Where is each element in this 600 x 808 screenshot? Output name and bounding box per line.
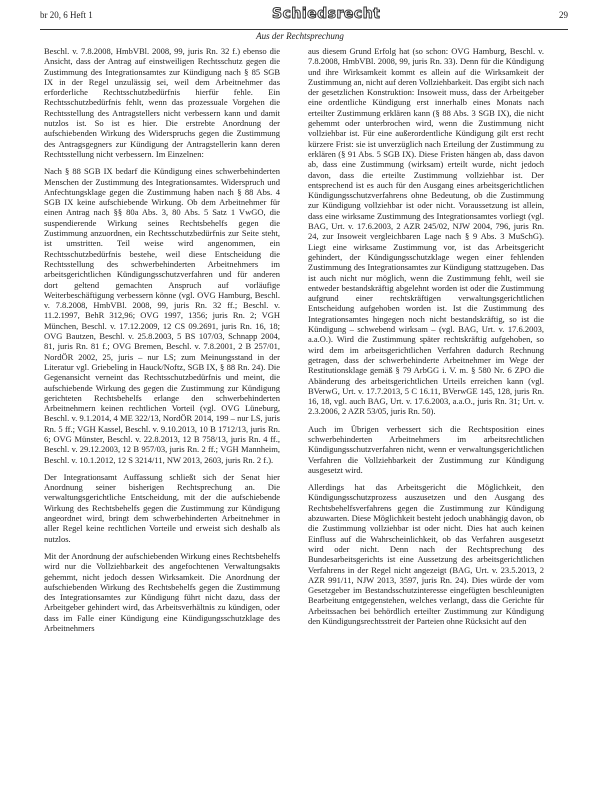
header-rule bbox=[40, 29, 568, 30]
journal-reference: br 20, 6 Heft 1 bbox=[40, 10, 93, 20]
paragraph: Der Integrationsamt Auffassung schließt sich der Senat hier Anordnung seiner bisherigen Rechtsprechung an. Die verwaltungsgerichtliche Entscheidung, mit der die aufschiebende Wirkung des Rechtsbehelfs gegen die Zustimmung zur Kündigung angeordnet wird, bringt dem schwerbehinderten Arbeitnehmer in aller Regel keine rechtlichen Vorteile und erweist sich deshalb als nutzlos. bbox=[44, 471, 280, 544]
paragraph: Beschl. v. 7.8.2008, HmbVBl. 2008, 99, juris Rn. 32 f.) ebenso die Ansicht, dass der Antrag auf einstweiligen Rechtsschutz gegen die Zustimmung des Integrationsamtes zur Kündigung nach § 85 SGB IX in der Regel unzulässig sei, weil dem Arbeitnehmer das erforderliche Rechtsschutzbedürfnis hierfür fehle. Ein Rechtsschutzbedürfnis fehlt, wenn das prozessuale Vorgehen die Rechtsstellung des Antragstellers nicht verbessern kann und damit nutzlos ist. So ist es hier. Die erstrebte Anordnung der aufschiebenden Wirkung des Widerspruchs gegen die Zustimmung des Antragsgegners zur Kündigung der Antragstellerin kann deren Rechtsstellung nicht verbessern. Im Einzelnen: bbox=[44, 46, 280, 159]
paragraph: Auch im Übrigen verbessert sich die Rechtsposition eines schwerbehinderten Arbeitnehmers im arbeitsrechtlichen Kündigungsschutzverfahren nicht, wenn er verwaltungsgerichtlichen Verfahren die Vollziehbarkeit der Zustimmung zur Kündigung ausgesetzt wird. bbox=[308, 423, 544, 475]
left-column bbox=[44, 46, 280, 640]
journal-title: Schiedsrecht bbox=[272, 6, 381, 22]
paragraph: Allerdings hat das Arbeitsgericht die Möglichkeit, den Kündigungsschutzprozess auszusetzen und den Ausgang des Rechtsbehelfsverfahrens gegen die Zustimmung zur Kündigung abzuwarten. Diese Möglichkeit besteht jedoch unabhängig davon, ob die Zustimmung vollziehbar ist oder nicht. Dies hat auch keinen Einfluss auf die Wahrscheinlichkeit, ob das Verfahren ausgesetzt wird oder nicht. Denn nach der Rechtsprechung des Bundesarbeitsgerichts ist eine Aussetzung des arbeitsgerichtlichen Verfahrens in der Regel nicht angezeigt (BAG, Urt. v. 23.5.2013, 2 AZR 991/11, NJW 2013, 3597, juris Rn. 24). Dies würde der vom Gesetzgeber im Bestandsschutzinteresse eingefügten beschleunigten Bearbeitung entgegenstehen, welches verlangt, dass die Gerichte für Arbeitssachen bei behördlich erteilter Zustimmung zur Kündigung den Kündigungsrechtsstreit der Parteien ohne Rücksicht auf den bbox=[308, 482, 544, 627]
section-title: Aus der Rechtsprechung bbox=[256, 31, 344, 41]
paragraph: Mit der Anordnung der aufschiebenden Wirkung eines Rechtsbehelfs wird nur die Vollziehbarkeit des angefochtenen Verwaltungsakts gehemmt, nicht jedoch dessen Wirksamkeit. Die Anordnung der aufschiebenden Wirkung des Rechtsbehelfs gegen die Zustimmung des Integrationsamtes zur Kündigung führt nicht dazu, dass der Arbeitgeber gehindert wird, das Arbeitsverhältnis zu kündigen, oder dass im Falle einer Kündigung eine Kündigungsschutzklage des Arbeitnehmers bbox=[44, 550, 280, 634]
right-column bbox=[308, 46, 544, 633]
paragraph: Nach § 88 SGB IX bedarf die Kündigung eines schwerbehinderten Menschen der Zustimmung des Integrationsamtes. Widerspruch und Anfechtungsklage gegen die Zustimmung haben nach § 88 Abs. 4 SGB IX keine aufschiebende Wirkung. Ob dem Arbeitnehmer für einen Antrag nach §§ 80a Abs. 3, 80 Abs. 5 Satz 1 VwGO, die suspendierende Wirkung seines Rechtsbehelfs gegen die Zustimmung anzuordnen, ein Rechtsschutzbedürfnis zur Seite steht, ist umstritten. Teil weise wird angenommen, ein Rechtsschutzbedürfnis bestehe, weil diese Entscheidung die Rechtsstellung des schwerbehinderten Arbeitnehmers im arbeitsgerichtlichen Kündigungsschutzverfahren und für anderen dort geltend gemachten Anspruch auf vorläufige Weiterbeschäftigung verbessern könne (vgl. OVG Hamburg, Beschl. v. 7.8.2008, HmbVBl. 2008, 99, juris Rn. 32 ff.; Beschl. v. 11.2.1997, BehR 312,96; OVG 1997, 1356; juris Rn. 2; VGH München, Beschl. v. 17.12.2009, 12 CS 09.2691, juris Rn. 16, 18; OVG Bautzen, Beschl. v. 25.8.2003, 5 BS 107/03, Schnapp 2004, 81, juris Rn. 81 f.; OVG Bremen, Beschl. v. 7.8.2001, 2 B 257/01, NordÖR 2002, 25, juris – nur LS; zum Meinungsstand in der Literatur vgl. Griebeling in Hauck/Noftz, SGB IX, § 88 Rn. 24). Die Gegenansicht verneint das Rechtsschutzbedürfnis und meint, die aufschiebende Wirkung des gegen die Zustimmung zur Kündigung gerichteten Rechtsbehelfs erlange den schwerbehinderten Arbeitnehmern keinen rechtlichen Vorteil (vgl. OVG Lüneburg, Beschl. v. 9.1.2014, 4 ME 322/13, NordÖR 2014, 199 – nur LS, juris Rn. 5 ff.; VGH Kassel, Beschl. v. 9.10.2013, 10 B 1712/13, juris Rn. 6; OVG Münster, Beschl. v. 22.8.2013, 12 B 758/13, juris Rn. 4 ff., Beschl. v. 29.12.2003, 12 B 957/03, juris Rn. 2 ff.; VGH Mannheim, Beschl. v. 10.1.2012, 12 S 3214/11, NW 2013, 2603, juris Rn. 2 f.). bbox=[44, 166, 280, 465]
page-number: 29 bbox=[559, 10, 568, 20]
paragraph: aus diesem Grund Erfolg hat (so schon: OVG Hamburg, Beschl. v. 7.8.2008, HmbVBl. 2008, 99, juris Rn. 33). Denn für die Kündigung und ihre Wirksamkeit kommt es allein auf die Wirksamkeit der Zustimmung an, nicht auf deren Vollziehbarkeit. Das ergibt sich nach der gesetzlichen Konstruktion: Insoweit muss, dass der Arbeitgeber eine ordentliche Kündigung erst innerhalb eines Monats nach erteilter Zustimmung erklären kann (§ 88 Abs. 3 SGB IX), die nicht gehemmt oder unterbrochen wird, wenn die Zustimmung nicht vollziehbar ist. Für eine außerordentliche Kündigung gilt erst recht kürzere Frist: sie ist unverzüglich nach Erteilung der Zustimmung zu erklären (§ 91 Abs. 5 SGB IX). Diese Fristen hängen ab, dass davon ab, dass eine Zustimmung (wirksam) erteilt wurde, nicht jedoch davon, dass die erteilte Zustimmung vollziehbar ist. Der entsprechend ist es auch für den Ausgang eines arbeitsgerichtlichen Kündigungsschutzverfahrens ohne Bedeutung, ob die Zustimmung zur Kündigung vollziehbar ist oder nicht. Voraussetzung ist allein, dass eine wirksame Zustimmung des Integrationsamtes vorliegt (vgl. BAG, Urt. v. 17.6.2003, 2 AZR 245/02, NJW 2004, 796, juris Rn. 24, zur Insoweit vergleichbaren Lage nach § 9 Abs. 3 MuSchG). Liegt eine wirksame Zustimmung vor, ist das Arbeitsgericht gehindert, der Kündigungsschutzklage wegen einer fehlenden Zustimmung des Integrationsamtes zur Kündigung stattzugeben. Das ist auch nicht nur möglich, wenn die Zustimmung fehlt, weil sie entweder bestandskräftig abgelehnt worden ist oder die Zustimmung aufgrund einer rechtskräftigen verwaltungsgerichtlichen Entscheidung aufgehoben worden ist. Ist die Zustimmung des Integrationsamtes hingegen noch nicht bestandskräftig, so ist die Kündigung – schwebend wirksam – (vgl. BAG, Urt. v. 17.6.2003, a.a.O.). Wird die Zustimmung später rechtskräftig aufgehoben, so wird dem im arbeitsgerichtlichen Verfahren dadurch Rechnung getragen, dass der schwerbehinderte Arbeitnehmer im Wege der Restitutionsklage gemäß § 79 ArbGG i. V. m. § 580 Nr. 6 ZPO die Abänderung des arbeitsgerichtlichen Urteils erreichen kann (vgl. BVerwG, Urt. v. 17.7.2013, 5 C 16.11, BVerwGE 145, 128, juris Rn. 16, 18, vgl. auch BAG, Urt. v. 17.6.2003, a.a.O., juris Rn. 31; Urt. v. 2.3.2006, 2 AZR 53/05, juris Rn. 50). bbox=[308, 46, 544, 417]
page-header bbox=[40, 8, 568, 28]
